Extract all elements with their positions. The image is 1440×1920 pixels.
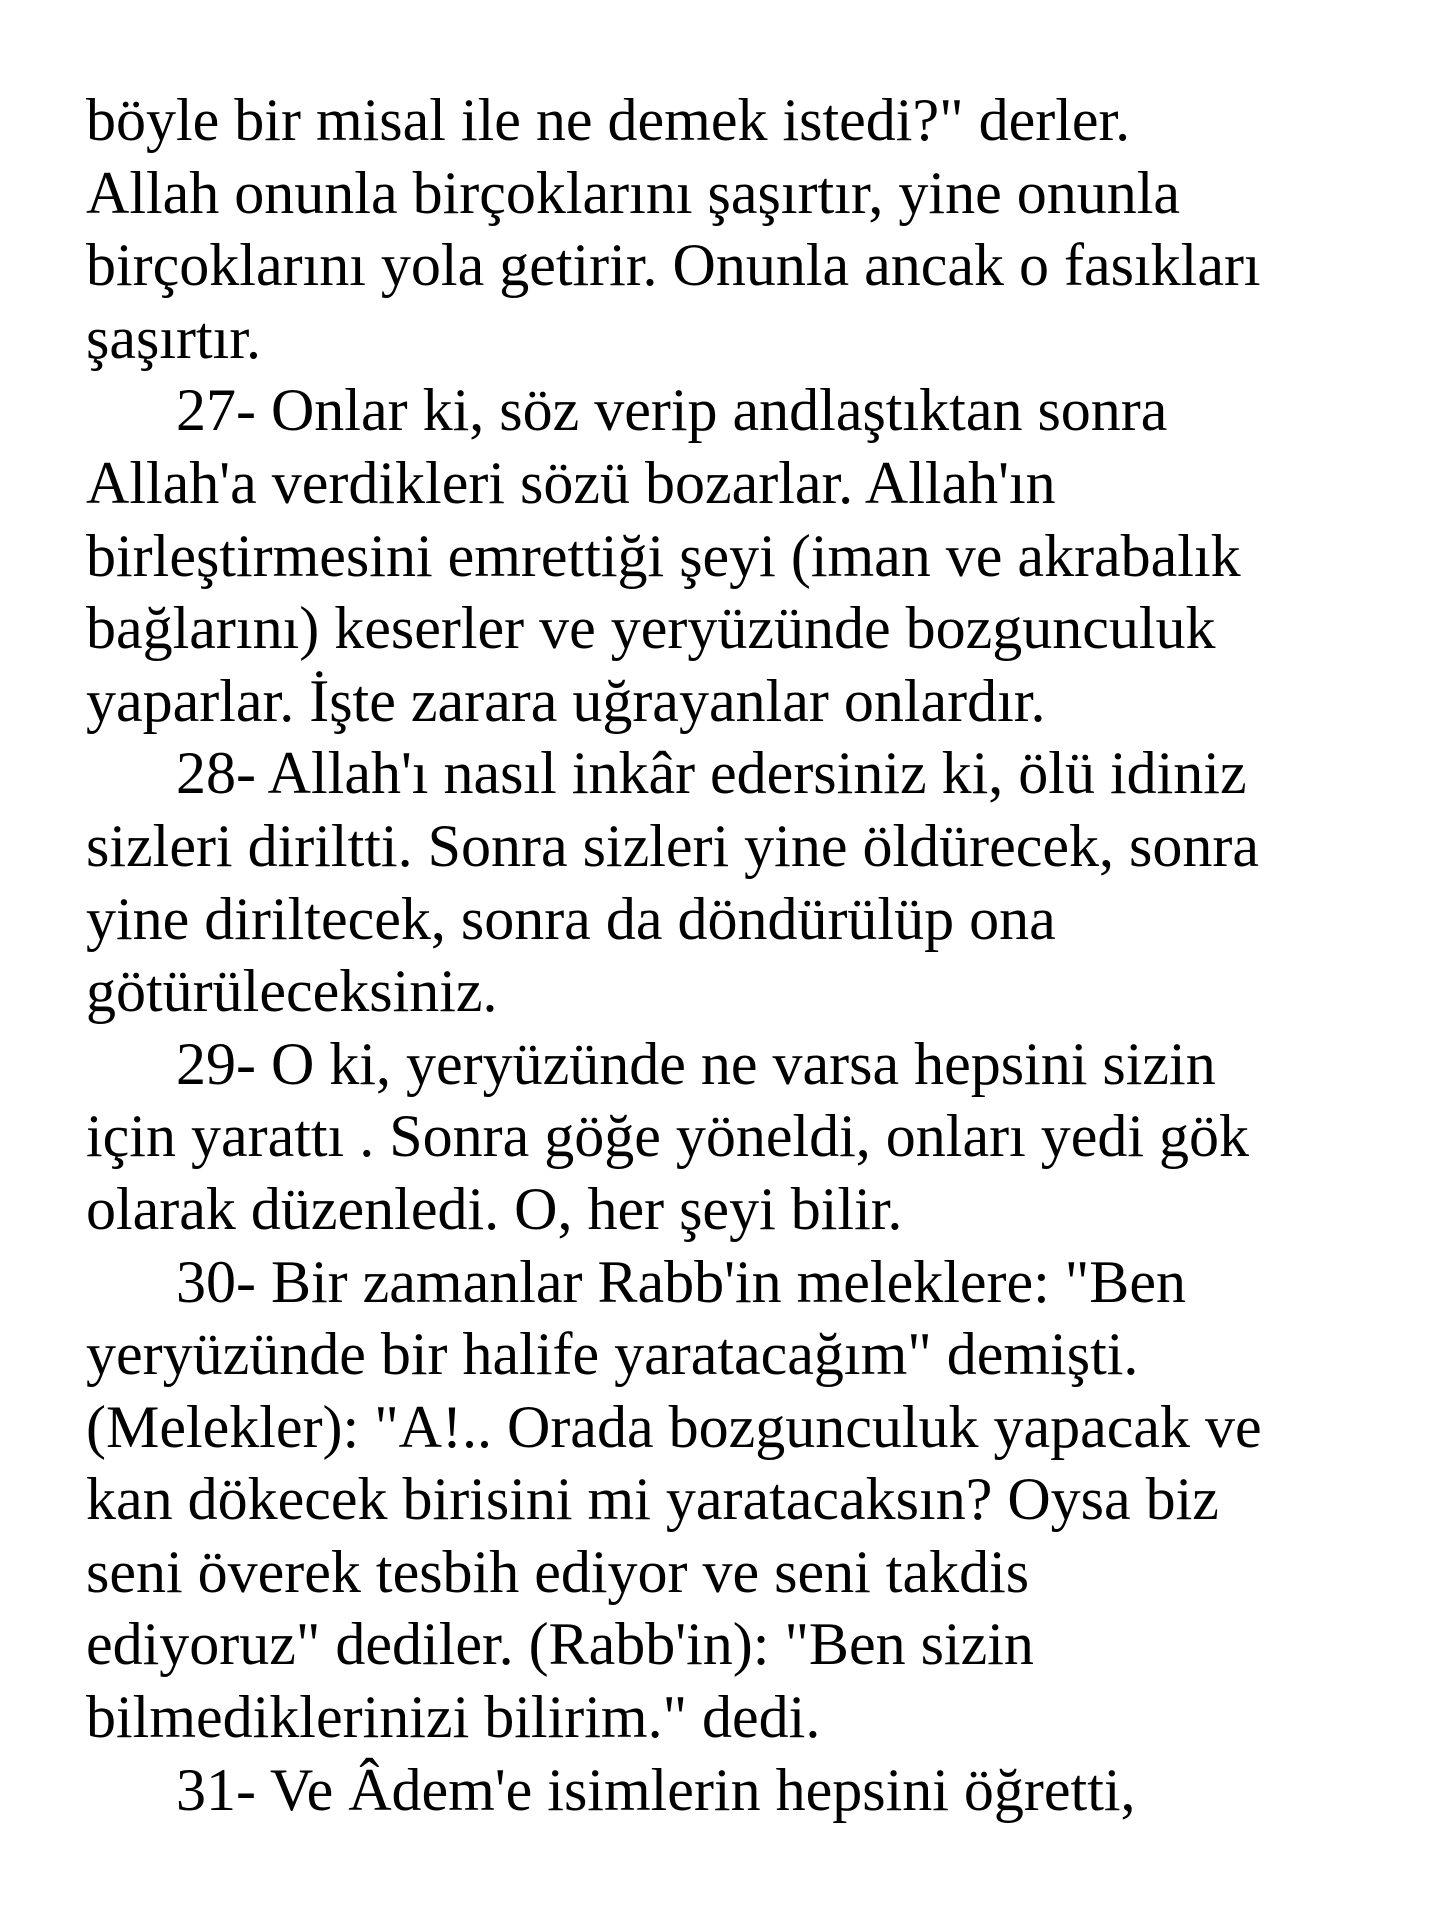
text-line: bağlarını) keserler ve yeryüzünde bozgunculuk — [86, 595, 1216, 662]
verse-30-start-line: 30- Bir zamanlar Rabb'in meleklere: "Ben — [176, 1248, 1186, 1315]
text-line: yaparlar. İşte zarara uğrayanlar onlardır. — [86, 667, 1046, 734]
text-line: kan dökecek birisini mi yaratacaksın? Oysa biz — [86, 1466, 1219, 1533]
text-line: Allah'a verdikleri sözü bozarlar. Allah'ın — [86, 449, 1056, 516]
verse-28-start-line: 28- Allah'ı nasıl inkâr edersiniz ki, ölü idiniz — [176, 740, 1247, 807]
text-line: yine diriltecek, sonra da döndürülüp ona — [86, 885, 1056, 952]
text-line: olarak düzenledi. O, her şeyi bilir. — [86, 1175, 903, 1242]
text-line: ediyoruz" dediler. (Rabb'in): "Ben sizin — [86, 1611, 1034, 1678]
verse-31-start-line: 31- Ve Âdem'e isimlerin hepsini öğretti, — [176, 1756, 1136, 1823]
text-line: Allah onunla birçoklarını şaşırtır, yine onunla — [86, 159, 1181, 226]
text-line: bilmediklerinizi bilirim." dedi. — [86, 1684, 821, 1751]
text-line: (Melekler): "A!.. Orada bozgunculuk yapacak ve — [86, 1393, 1262, 1460]
text-line: böyle bir misal ile ne demek istedi?" derler. — [86, 87, 1131, 153]
text-line: için yarattı . Sonra göğe yöneldi, onları yedi gök — [86, 1103, 1250, 1170]
text-line: şaşırtır. — [86, 304, 261, 371]
document-page — [86, 84, 1406, 1826]
text-line: sizleri diriltti. Sonra sizleri yine öldürecek, sonra — [86, 812, 1259, 879]
text-line: birçoklarını yola getirir. Onunla ancak o fasıkları — [86, 232, 1261, 299]
verse-27-start-line: 27- Onlar ki, söz verip andlaştıktan sonra — [176, 377, 1168, 444]
text-line: birleştirmesini emrettiği şeyi (iman ve akrabalık — [86, 522, 1241, 589]
text-line: yeryüzünde bir halife yaratacağım" demişti. — [86, 1321, 1139, 1388]
text-line: seni överek tesbih ediyor ve seni takdis — [86, 1538, 1030, 1605]
verse-29-start-line: 29- O ki, yeryüzünde ne varsa hepsini sizin — [176, 1030, 1216, 1097]
text-line: götürüleceksiniz. — [86, 958, 498, 1025]
